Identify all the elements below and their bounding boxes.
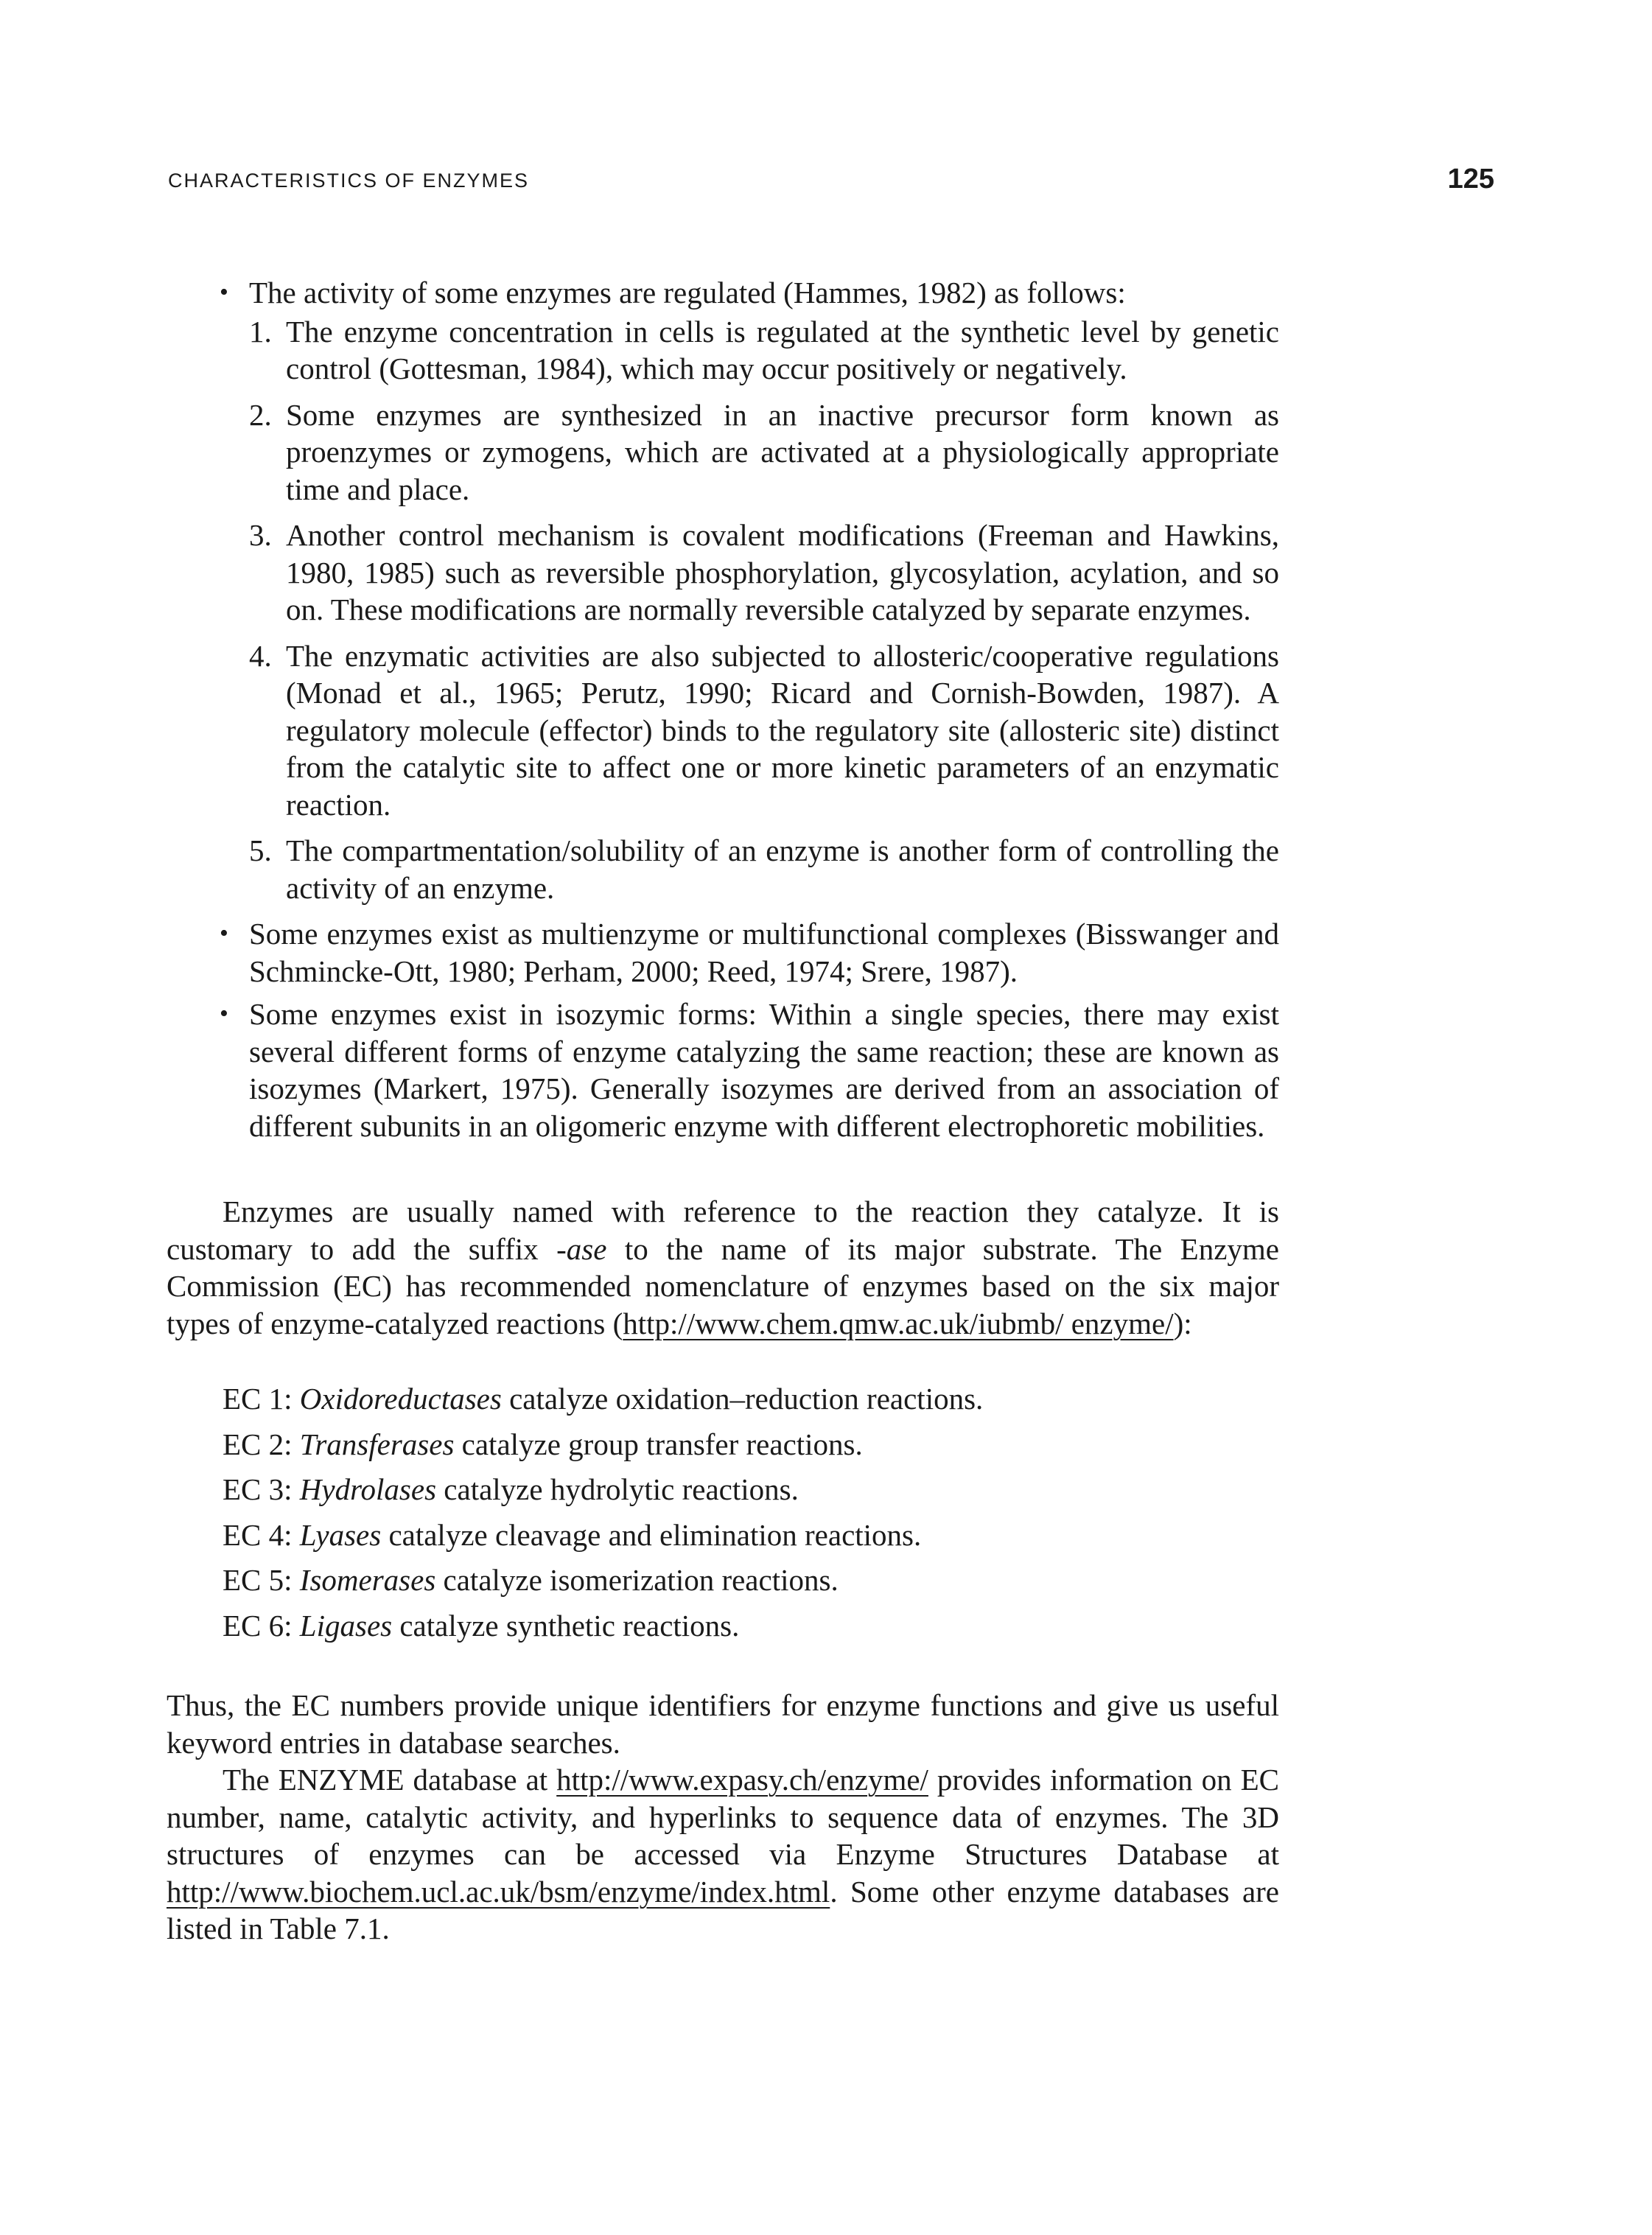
ec-class-3: [223, 1471, 1279, 1508]
bullet-text: Some enzymes exist as multienzyme or multifunctional complexes (Bisswanger and Schmincke-Ott, 1980; Perham, 2000; Reed, 1974; Srere, 1987).: [249, 917, 1279, 988]
database-paragraph: [167, 1761, 1279, 1948]
ec-desc: catalyze oxidation–reduction reactions.: [501, 1382, 984, 1416]
bullet-icon: •: [220, 920, 228, 947]
ec-class-2: [223, 1426, 1279, 1463]
bullet-item-regulation: [167, 274, 1279, 312]
ec-name: Isomerases: [299, 1563, 436, 1597]
numbered-item-3: [167, 517, 1279, 629]
item-number: 4.: [249, 638, 272, 673]
ec-name: Lyases: [299, 1517, 382, 1552]
numbered-item-2: [167, 396, 1279, 508]
ec-code: EC 2:: [223, 1427, 293, 1461]
ec-name: Ligases: [299, 1608, 393, 1643]
naming-text-2: to the name of its major substrate. The Enzyme Commission (EC) has recommended nomenclature of enzymes based on the six major types of enzyme-catalyzed reactions (: [167, 1231, 1279, 1340]
item-text: Some enzymes are synthesized in an inactive precursor form known as proenzymes or zymogens, which are activated at a physiologically appropriate time and place.: [286, 397, 1279, 506]
bullet-icon: •: [220, 1000, 228, 1027]
running-head: CHARACTERISTICS OF ENZYMES: [168, 169, 530, 192]
naming-text-1: Enzymes are usually named with reference to the reaction they catalyze. It is customary to add the suffix: [167, 1195, 1279, 1266]
page-number: 125: [1447, 164, 1494, 195]
item-number: 2.: [249, 397, 272, 432]
ec-desc: catalyze cleavage and elimination reactions.: [381, 1517, 922, 1552]
database-text-1: The ENZYME database at: [223, 1763, 557, 1797]
iubmb-link[interactable]: http://www.chem.qmw.ac.uk/iubmb/ enzyme/: [623, 1306, 1174, 1340]
bullet-item-multienzyme: [167, 915, 1279, 990]
ec-name: Hydrolases: [299, 1472, 437, 1506]
ec-name: Oxidoreductases: [299, 1382, 502, 1416]
ec-desc: catalyze synthetic reactions.: [392, 1608, 740, 1643]
item-number: 5.: [249, 833, 272, 867]
ec-code: EC 3:: [223, 1472, 293, 1506]
bullet-item-isozymes: [167, 996, 1279, 1144]
ec-name: Transferases: [299, 1427, 455, 1461]
database-text-3: . Some other enzyme databases are listed in Table 7.1.: [167, 1874, 1279, 1945]
item-number: 3.: [249, 518, 272, 552]
item-text: Another control mechanism is covalent modifications (Freeman and Hawkins, 1980, 1985) such as reversible phosphorylation, glycosylation, acylation, and so on. These modifications are normally reversible catalyzed by separate enzymes.: [286, 518, 1279, 626]
ec-numbers-paragraph: Thus, the EC numbers provide unique identifiers for enzyme functions and give us useful keyword entries in database searches.: [167, 1688, 1279, 1760]
suffix-term: -ase: [556, 1231, 607, 1266]
ec-code: EC 6:: [223, 1608, 293, 1643]
numbered-list: [167, 313, 1279, 907]
naming-paragraph: [167, 1193, 1279, 1342]
ec-class-6: [223, 1607, 1279, 1645]
bullet-icon: •: [220, 279, 228, 306]
numbered-item-5: [167, 832, 1279, 906]
body-text: [167, 274, 1279, 1948]
item-text: The compartmentation/solubility of an enzyme is another form of controlling the activity of an enzyme.: [286, 833, 1279, 905]
item-text: The enzyme concentration in cells is regulated at the synthetic level by genetic control (Gottesman, 1984), which may occur positively or negatively.: [286, 314, 1279, 385]
database-text-2: provides information on EC number, name, catalytic activity, and hyperlinks to sequence data of enzymes. The 3D structures of enzymes can be accessed via Enzyme Structures Database at: [167, 1763, 1279, 1871]
ec-code: EC 1:: [223, 1382, 293, 1416]
ec-class-4: [223, 1517, 1279, 1554]
ec-class-5: [223, 1561, 1279, 1599]
ec-desc: catalyze hydrolytic reactions.: [436, 1472, 799, 1506]
biochem-ucl-link[interactable]: http://www.biochem.ucl.ac.uk/bsm/enzyme/index.html: [167, 1874, 830, 1909]
numbered-item-1: [167, 313, 1279, 388]
ec-class-list: [167, 1380, 1279, 1644]
numbered-item-4: [167, 637, 1279, 824]
naming-text-3: ):: [1173, 1306, 1192, 1340]
expasy-link[interactable]: http://www.expasy.ch/enzyme/: [556, 1763, 928, 1797]
bullet-text: Some enzymes exist in isozymic forms: Within a single species, there may exist several different forms of enzyme catalyzing the same reaction; these are known as isozymes (Markert, 1975). Generally isozymes are derived from an association of different subunits in an oligomeric enzyme with different electrophoretic mobilities.: [249, 997, 1279, 1143]
ec-desc: catalyze isomerization reactions.: [435, 1563, 839, 1597]
ec-class-1: [223, 1380, 1279, 1418]
item-number: 1.: [249, 314, 272, 349]
ec-code: EC 4:: [223, 1517, 293, 1552]
ec-desc: catalyze group transfer reactions.: [454, 1427, 863, 1461]
ec-code: EC 5:: [223, 1563, 293, 1597]
item-text: The enzymatic activities are also subjected to allosteric/cooperative regulations (Monad et al., 1965; Perutz, 1990; Ricard and Cornish-Bowden, 1987). A regulatory molecule (effector) binds to the regulatory site (allosteric site) distinct from the catalytic site to affect one or more kinetic parameters of an enzymatic reaction.: [286, 638, 1279, 822]
bullet-text: The activity of some enzymes are regulated (Hammes, 1982) as follows:: [249, 276, 1126, 309]
